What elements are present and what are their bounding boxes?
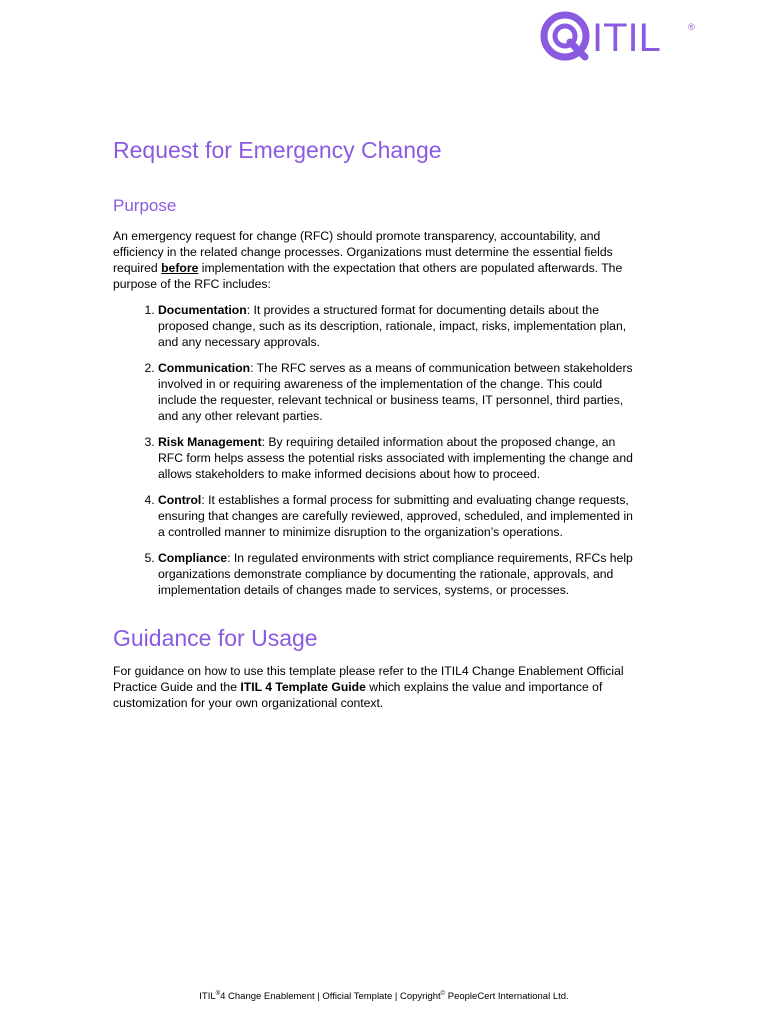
list-item-text: : It establishes a formal process for submitting and evaluating change requests, ensuring that changes are carefully reviewed, approved, scheduled, and implemented in a controlled manner to minimize disruption to the organization’s operations.	[158, 493, 633, 539]
list-item-term: Communication	[158, 361, 251, 375]
footer-copyright-mark: ©	[440, 991, 446, 997]
footer-registered-mark: ®	[215, 991, 221, 997]
purpose-intro-emphasis: before	[161, 261, 199, 275]
list-item-term: Risk Management	[158, 435, 262, 449]
list-item	[158, 550, 643, 598]
purpose-intro-part2: implementation with the expectation that others are populated afterwards. The purpose of the RFC includes:	[113, 261, 623, 291]
footer-text-2: PeopleCert International Ltd.	[445, 991, 569, 1003]
list-item-term: Documentation	[158, 303, 247, 317]
itil-logo-icon	[540, 8, 700, 64]
purpose-intro	[113, 228, 643, 292]
page-title: Request for Emergency Change	[113, 137, 442, 163]
logo-wordmark: ITIL	[592, 16, 661, 60]
list-item	[158, 302, 643, 350]
footer-text-1: 4 Change Enablement | Official Template | Copyright	[220, 991, 441, 1003]
list-item-text: : The RFC serves as a means of communication between stakeholders involved in or requiring awareness of the implementation of the change. This could include the requester, relevant technical or business teams, IT personnel, third parties, and any other relevant parties.	[158, 361, 633, 423]
list-item-text: : By requiring detailed information about the proposed change, an RFC form helps assess the potential risks associated with implementing the change and allows stakeholders to make informed decisions about how to proceed.	[158, 435, 633, 481]
list-item-term: Compliance	[158, 551, 228, 565]
list-item-text: : In regulated environments with strict compliance requirements, RFCs help organizations demonstrate compliance by documenting the rationale, approvals, and implementation details of changes made to services, systems, or processes.	[158, 551, 633, 597]
list-item-text: : It provides a structured format for documenting details about the proposed change, such as its description, rationale, impact, risks, implementation plan, and any necessary approvals.	[158, 303, 627, 349]
footer-brand: ITIL	[199, 991, 216, 1003]
guidance-text-part2: which explains the value and importance of customization for your own organizational context.	[113, 680, 603, 710]
list-item	[158, 434, 643, 482]
itil-logo	[540, 8, 700, 64]
rfc-purpose-list	[113, 302, 643, 598]
list-item	[158, 492, 643, 540]
logo-registered-mark: ®	[688, 22, 695, 32]
document-content	[113, 135, 643, 711]
purpose-heading: Purpose	[113, 196, 177, 215]
guidance-heading: Guidance for Usage	[113, 625, 318, 651]
list-item	[158, 360, 643, 424]
list-item-term: Control	[158, 493, 202, 507]
page-footer	[0, 988, 768, 1003]
guidance-text-emphasis: ITIL 4 Template Guide	[240, 680, 366, 694]
purpose-intro-part1: An emergency request for change (RFC) should promote transparency, accountability, and efficiency in the related change processes. Organizations must determine the essential fields required	[113, 229, 613, 275]
guidance-text	[113, 663, 643, 711]
guidance-text-part1: For guidance on how to use this template please refer to the ITIL4 Change Enablement Official Practice Guide and the	[113, 664, 624, 694]
